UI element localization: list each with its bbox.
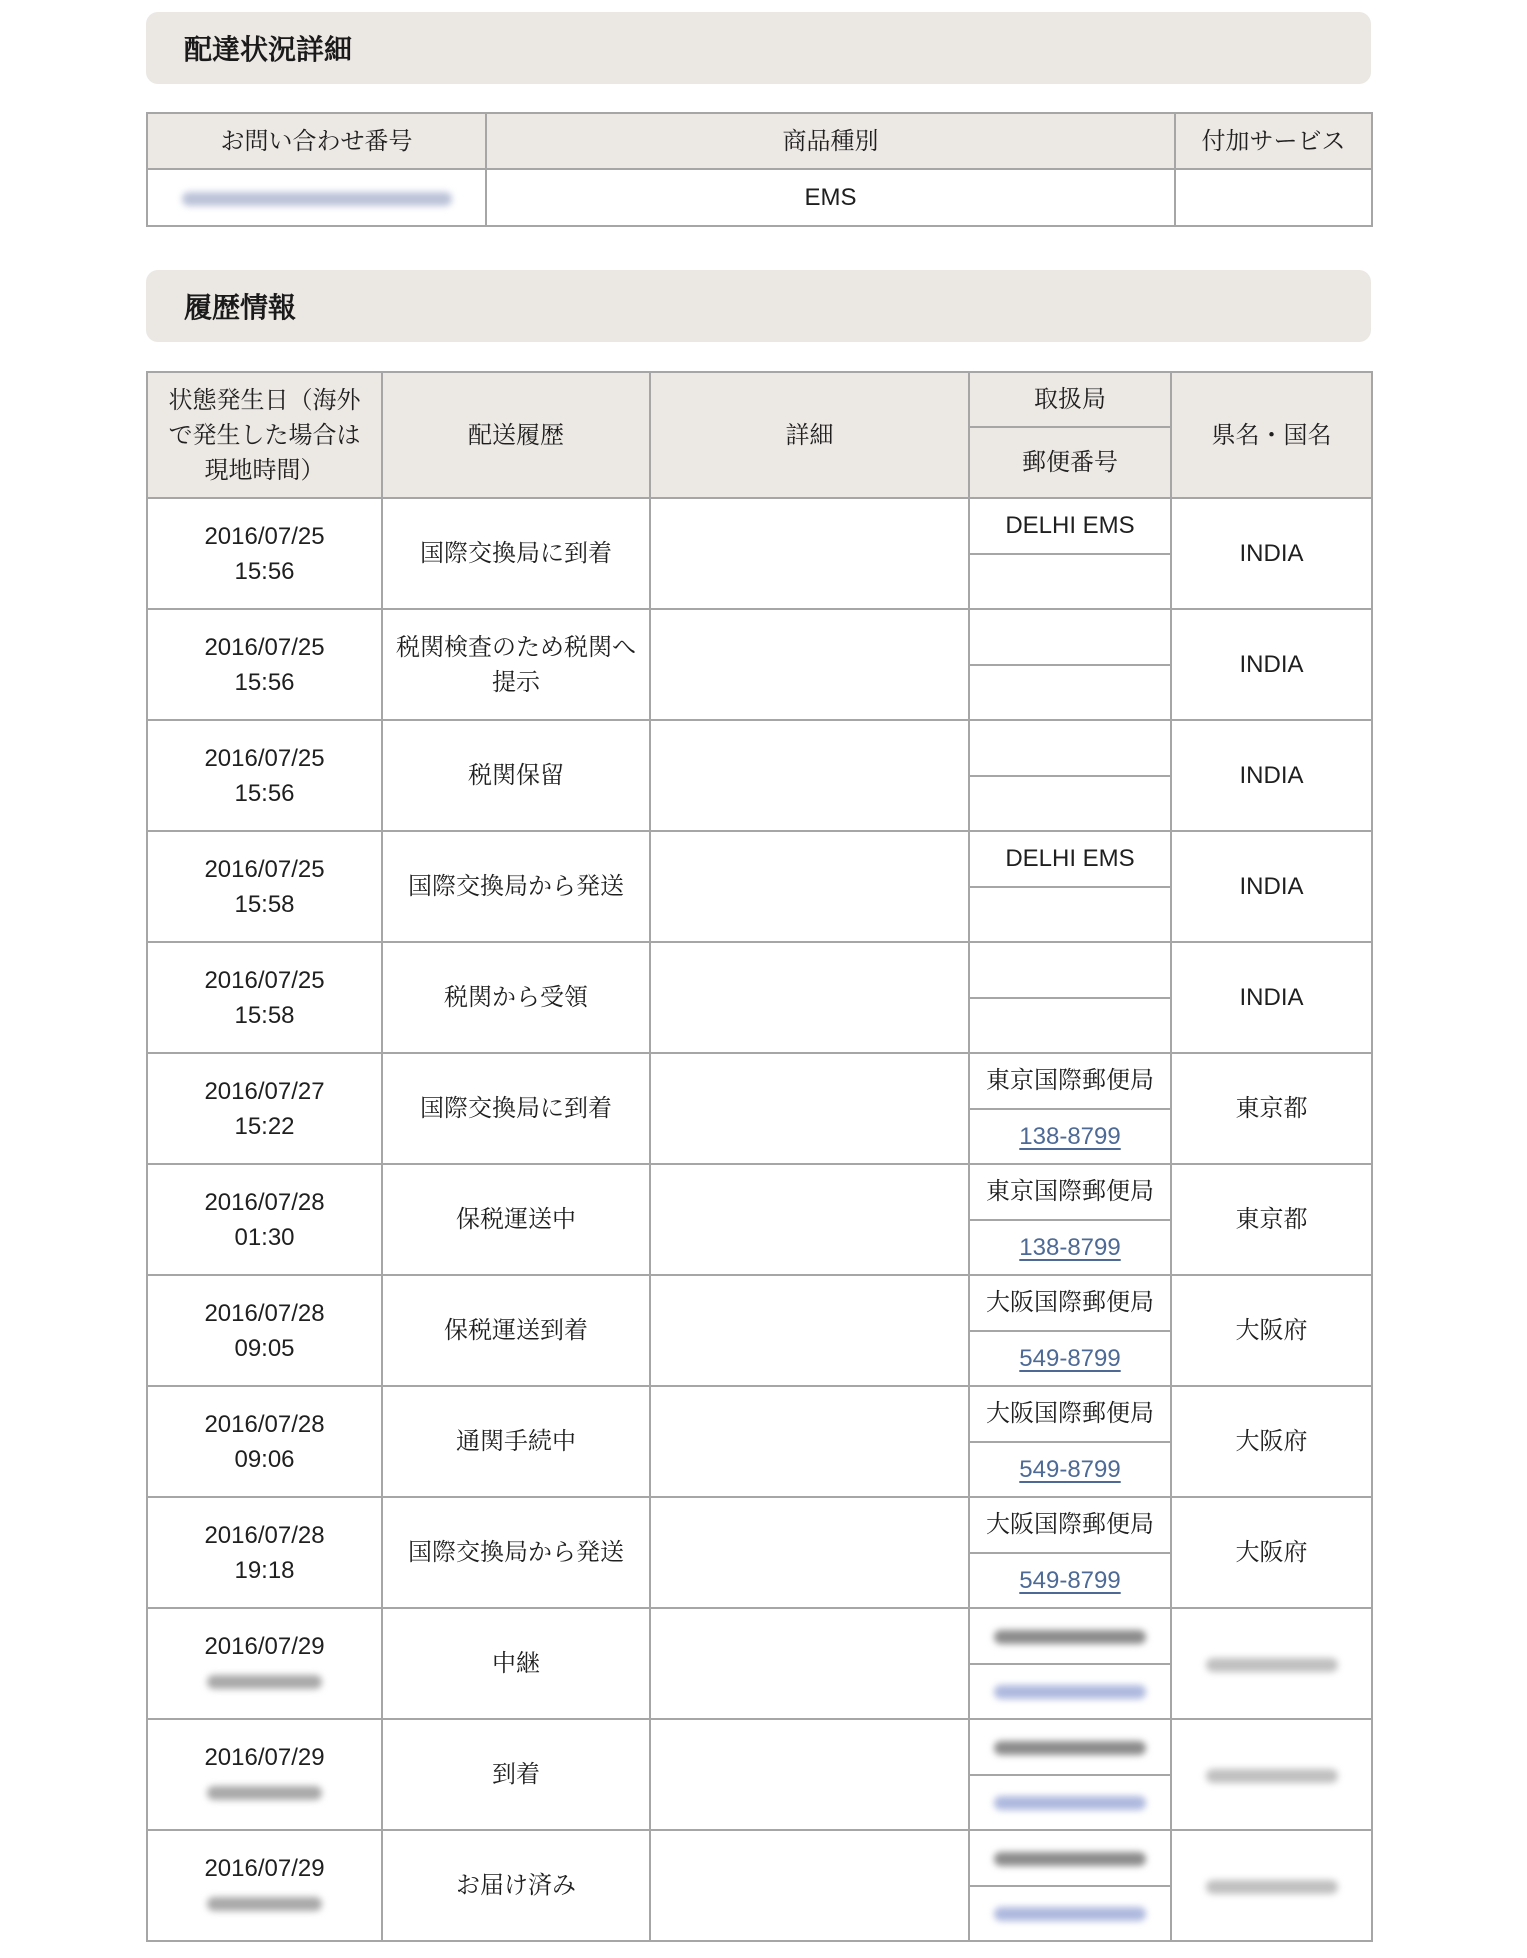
history-row <box>147 498 1372 554</box>
redacted-time <box>207 1675 322 1689</box>
region-text: INDIA <box>1239 651 1304 678</box>
delivery-status-row <box>147 169 1372 226</box>
office-cell <box>969 1830 1171 1886</box>
detail-cell <box>650 831 969 942</box>
status-text: 国際交換局から発送 <box>408 1539 624 1566</box>
history-row <box>147 1386 1372 1442</box>
region-cell <box>1171 942 1372 1053</box>
redacted-office <box>994 1630 1146 1644</box>
detail-cell <box>650 1719 969 1830</box>
status-text: お届け済み <box>456 1872 576 1899</box>
status-cell <box>382 1719 650 1830</box>
redacted-region <box>1206 1658 1338 1672</box>
redacted-region <box>1206 1769 1338 1783</box>
status-cell <box>382 1275 650 1386</box>
history-row <box>147 609 1372 665</box>
office-text: 大阪国際郵便局 <box>986 1289 1154 1317</box>
office-text: 大阪国際郵便局 <box>986 1511 1154 1539</box>
postal-code-cell <box>969 1664 1171 1720</box>
history-row <box>147 1497 1372 1553</box>
status-cell <box>382 942 650 1053</box>
time-text: 15:56 <box>234 668 295 696</box>
redacted-region <box>1206 1880 1338 1894</box>
time-text: 09:06 <box>234 1445 295 1473</box>
delivery-status-section-header <box>146 12 1371 84</box>
region-cell <box>1171 1386 1372 1497</box>
status-text: 税関から受領 <box>444 984 588 1011</box>
status-text: 中継 <box>492 1650 540 1677</box>
tracking-number-cell <box>147 169 486 226</box>
status-text: 税関検査のため税関へ提示 <box>395 633 636 696</box>
date-text: 2016/07/29 <box>204 1743 325 1771</box>
history-table-body <box>147 498 1372 1941</box>
time-text: 09:05 <box>234 1334 295 1362</box>
region-text: 大阪府 <box>1235 1539 1308 1566</box>
postal-code-link[interactable]: 549-8799 <box>1019 1344 1121 1372</box>
date-text: 2016/07/29 <box>204 1632 325 1660</box>
detail-cell <box>650 720 969 831</box>
date-cell <box>147 942 382 1053</box>
status-text: 国際交換局に到着 <box>420 1095 612 1122</box>
date-cell <box>147 1830 382 1941</box>
column-header-additional-service: 付加サービス <box>1175 113 1372 169</box>
postal-code-cell <box>969 887 1171 943</box>
status-cell <box>382 1830 650 1941</box>
detail-cell <box>650 609 969 720</box>
region-cell <box>1171 1830 1372 1941</box>
office-text: 東京国際郵便局 <box>986 1178 1154 1206</box>
time-text: 19:18 <box>234 1556 295 1584</box>
column-header-region: 県名・国名 <box>1171 372 1372 498</box>
detail-cell <box>650 498 969 609</box>
status-cell <box>382 1497 650 1608</box>
time-line <box>158 1664 371 1699</box>
region-text: 東京都 <box>1235 1206 1308 1233</box>
date-text: 2016/07/25 <box>204 744 325 772</box>
detail-cell <box>650 1164 969 1275</box>
date-cell <box>147 498 382 609</box>
postal-code-cell <box>969 665 1171 721</box>
column-header-postal-code: 郵便番号 <box>969 427 1171 498</box>
redacted-time <box>207 1786 322 1800</box>
status-cell <box>382 609 650 720</box>
status-text: 保税運送中 <box>456 1206 576 1233</box>
time-line <box>158 1886 371 1921</box>
region-cell <box>1171 1275 1372 1386</box>
time-text: 15:58 <box>234 890 295 918</box>
status-text: 国際交換局に到着 <box>420 540 612 567</box>
date-text: 2016/07/28 <box>204 1410 325 1438</box>
region-cell <box>1171 1608 1372 1719</box>
status-cell <box>382 1164 650 1275</box>
region-cell <box>1171 609 1372 720</box>
postal-code-link[interactable]: 138-8799 <box>1019 1122 1121 1150</box>
time-text: 15:56 <box>234 557 295 585</box>
date-cell <box>147 720 382 831</box>
product-type-cell: EMS <box>486 169 1175 226</box>
postal-code-cell <box>969 776 1171 832</box>
postal-code-cell <box>969 1886 1171 1942</box>
region-cell <box>1171 1164 1372 1275</box>
detail-cell <box>650 1386 969 1497</box>
redacted-time <box>207 1897 322 1911</box>
detail-cell <box>650 1275 969 1386</box>
office-cell <box>969 1275 1171 1331</box>
detail-cell <box>650 942 969 1053</box>
postal-code-cell <box>969 1442 1171 1498</box>
column-header-date <box>147 372 382 498</box>
office-cell <box>969 1164 1171 1220</box>
history-row <box>147 831 1372 887</box>
office-cell <box>969 720 1171 776</box>
date-text: 2016/07/28 <box>204 1299 325 1327</box>
postal-code-cell <box>969 1775 1171 1831</box>
office-cell <box>969 1053 1171 1109</box>
region-text: 大阪府 <box>1235 1428 1308 1455</box>
date-cell <box>147 609 382 720</box>
history-header-row <box>147 372 1372 427</box>
date-text: 2016/07/25 <box>204 633 325 661</box>
detail-cell <box>650 1608 969 1719</box>
office-text: 東京国際郵便局 <box>986 1067 1154 1095</box>
delivery-status-table <box>146 112 1373 227</box>
time-text: 15:58 <box>234 1001 295 1029</box>
redacted-office <box>994 1852 1146 1866</box>
detail-cell <box>650 1830 969 1941</box>
date-cell <box>147 1164 382 1275</box>
date-cell <box>147 1053 382 1164</box>
office-cell <box>969 609 1171 665</box>
status-text: 通関手続中 <box>456 1428 576 1455</box>
history-section-header <box>146 270 1371 342</box>
redacted-postal-code <box>994 1685 1146 1699</box>
date-cell <box>147 1608 382 1719</box>
date-cell <box>147 1497 382 1608</box>
additional-service-cell <box>1175 169 1372 226</box>
history-row <box>147 942 1372 998</box>
column-header-tracking-number: お問い合わせ番号 <box>147 113 486 169</box>
region-cell <box>1171 831 1372 942</box>
detail-cell <box>650 1497 969 1608</box>
date-text: 2016/07/29 <box>204 1854 325 1882</box>
office-cell <box>969 1497 1171 1553</box>
office-text: DELHI EMS <box>1005 512 1135 540</box>
region-text: INDIA <box>1239 540 1304 567</box>
postal-code-cell <box>969 1220 1171 1276</box>
office-cell <box>969 942 1171 998</box>
office-cell <box>969 1608 1171 1664</box>
history-row <box>147 1164 1372 1220</box>
region-text: INDIA <box>1239 873 1304 900</box>
delivery-status-title: 配達状況詳細 <box>184 34 353 65</box>
history-title: 履歴情報 <box>184 292 297 323</box>
status-cell <box>382 720 650 831</box>
status-text: 到着 <box>492 1761 540 1788</box>
date-text: 2016/07/27 <box>204 1077 325 1105</box>
date-text: 2016/07/25 <box>204 855 325 883</box>
redacted-tracking-number <box>182 192 452 206</box>
date-cell <box>147 1275 382 1386</box>
status-cell <box>382 1608 650 1719</box>
region-text: 大阪府 <box>1235 1317 1308 1344</box>
postal-code-cell <box>969 1331 1171 1387</box>
time-text: 15:56 <box>234 779 295 807</box>
postal-code-link[interactable]: 549-8799 <box>1019 1566 1121 1594</box>
date-cell <box>147 831 382 942</box>
postal-code-cell <box>969 998 1171 1054</box>
postal-code-link[interactable]: 138-8799 <box>1019 1233 1121 1261</box>
region-cell <box>1171 498 1372 609</box>
date-cell <box>147 1386 382 1497</box>
status-text: 保税運送到着 <box>444 1317 588 1344</box>
status-text: 国際交換局から発送 <box>408 873 624 900</box>
region-text: INDIA <box>1239 984 1304 1011</box>
postal-code-cell <box>969 1109 1171 1165</box>
column-header-office: 取扱局 <box>969 372 1171 427</box>
status-cell <box>382 1053 650 1164</box>
time-line <box>158 1775 371 1810</box>
date-text: 2016/07/25 <box>204 966 325 994</box>
postal-code-link[interactable]: 549-8799 <box>1019 1455 1121 1483</box>
column-header-detail: 詳細 <box>650 372 969 498</box>
redacted-postal-code <box>994 1796 1146 1810</box>
history-row <box>147 1719 1372 1775</box>
region-cell <box>1171 1719 1372 1830</box>
date-text: 2016/07/25 <box>204 522 325 550</box>
date-cell <box>147 1719 382 1830</box>
history-row <box>147 1830 1372 1886</box>
delivery-status-header-row <box>147 113 1372 169</box>
region-cell <box>1171 720 1372 831</box>
redacted-office <box>994 1741 1146 1755</box>
office-cell <box>969 831 1171 887</box>
postal-code-cell <box>969 554 1171 610</box>
region-text: 東京都 <box>1235 1095 1308 1122</box>
history-row <box>147 720 1372 776</box>
date-text: 2016/07/28 <box>204 1521 325 1549</box>
status-text: 税関保留 <box>468 762 564 789</box>
region-cell <box>1171 1053 1372 1164</box>
history-row <box>147 1275 1372 1331</box>
column-header-date-text: 状態発生日（海外で発生した場合は現地時間） <box>168 386 361 484</box>
detail-cell <box>650 1053 969 1164</box>
history-row <box>147 1053 1372 1109</box>
office-text: DELHI EMS <box>1005 845 1135 873</box>
time-text: 01:30 <box>234 1223 295 1251</box>
postal-code-cell <box>969 1553 1171 1609</box>
region-text: INDIA <box>1239 762 1304 789</box>
office-text: 大阪国際郵便局 <box>986 1400 1154 1428</box>
office-cell <box>969 1719 1171 1775</box>
history-row <box>147 1608 1372 1664</box>
status-cell <box>382 498 650 609</box>
column-header-status: 配送履歴 <box>382 372 650 498</box>
date-text: 2016/07/28 <box>204 1188 325 1216</box>
redacted-postal-code <box>994 1907 1146 1921</box>
office-cell <box>969 498 1171 554</box>
history-table <box>146 371 1373 1942</box>
office-cell <box>969 1386 1171 1442</box>
time-text: 15:22 <box>234 1112 295 1140</box>
column-header-product-type: 商品種別 <box>486 113 1175 169</box>
status-cell <box>382 1386 650 1497</box>
status-cell <box>382 831 650 942</box>
region-cell <box>1171 1497 1372 1608</box>
